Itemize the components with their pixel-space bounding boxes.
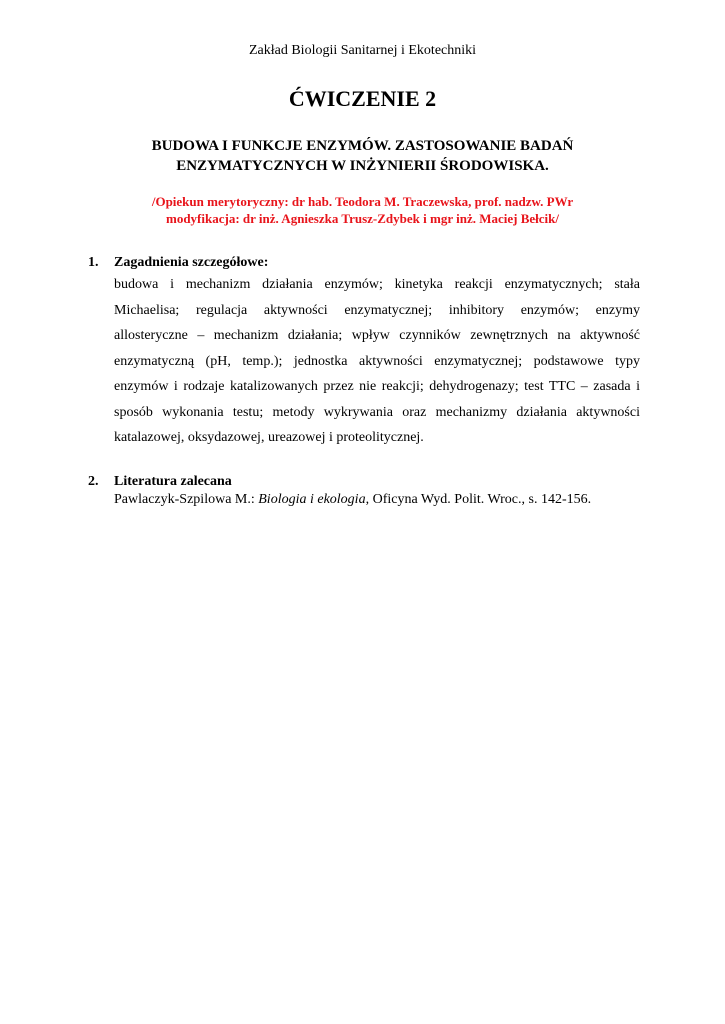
body-line: enzymów i rodzaje katalizowanych przez nie reakcji; dehydrogenazy; test TTC – zasada i xyxy=(114,379,640,394)
subtitle-line: ENZYMATYCZNYCH W INŻYNIERII ŚRODOWISKA. xyxy=(176,158,549,174)
supervisor-line: /Opiekun merytoryczny: dr hab. Teodora M. Traczewska, prof. nadzw. PWr xyxy=(151,194,574,209)
modification-line: modyfikacja: dr inż. Agnieszka Trusz-Zdybek i mgr inż. Maciej Bełcik/ xyxy=(165,211,559,226)
reference-line xyxy=(114,491,640,509)
section-heading: Zagadnienia szczegółowe: xyxy=(114,255,269,270)
reference-details: , Oficyna Wyd. Polit. Wroc., s. 142-156. xyxy=(365,492,592,507)
literature-reference xyxy=(114,491,640,509)
supervisor-note xyxy=(0,193,725,227)
subtitle-line: BUDOWA I FUNKCJE ENZYMÓW. ZASTOSOWANIE BADAŃ xyxy=(151,138,574,154)
body-line: budowa i mechanizm działania enzymów; kinetyka reakcji enzymatycznych; stała xyxy=(114,277,640,292)
body-line: sposób wykonania testu; metody wykrywania oraz mechanizmy działania aktywności xyxy=(114,404,640,420)
section-number: 1. xyxy=(88,255,99,270)
section-number: 2. xyxy=(88,474,99,489)
body-line: allosteryczne – mechanizm działania; wpływ czynników zewnętrznych na aktywność xyxy=(114,328,640,343)
body-line: enzymatyczną (pH, temp.); jednostka aktywności enzymatycznej; podstawowe typy xyxy=(114,353,640,369)
body-line: Michaelisa; regulacja aktywności enzymatycznej; inhibitory enzymów; enzymy xyxy=(114,302,640,318)
section-body xyxy=(114,272,640,451)
department-header: Zakład Biologii Sanitarnej i Ekotechniki xyxy=(248,43,477,58)
reference-author: Pawlaczyk-Szpilowa M.: xyxy=(114,492,259,507)
exercise-subtitle xyxy=(0,136,725,176)
exercise-title: ĆWICZENIE 2 xyxy=(288,86,437,111)
section-heading: Literatura zalecana xyxy=(114,474,232,489)
body-line: katalazowej, oksydazowej, ureazowej i proteolitycznej. xyxy=(114,430,424,445)
reference-book-title: Biologia i ekologia xyxy=(258,492,366,507)
